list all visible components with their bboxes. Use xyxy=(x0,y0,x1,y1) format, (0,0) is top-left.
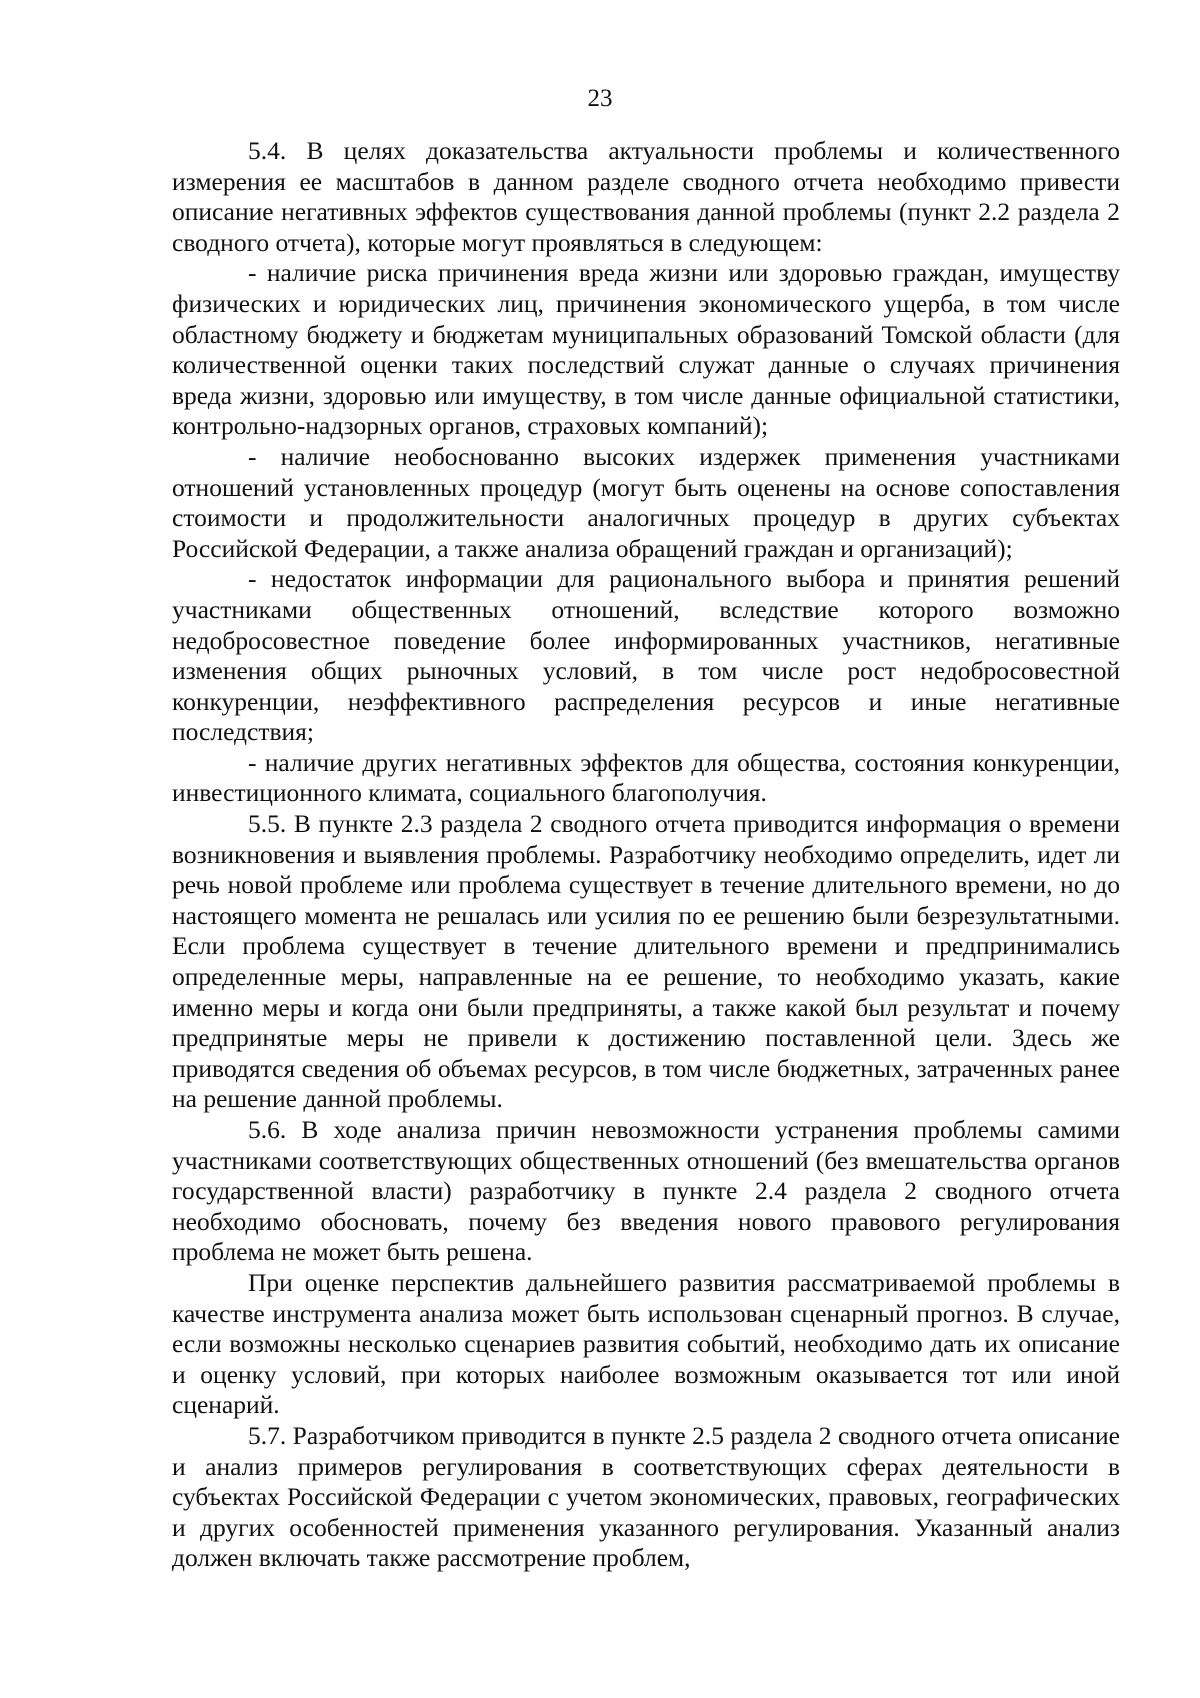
paragraph-scenario-forecast: При оценке перспектив дальнейшего развития рассматриваемой проблемы в качестве инструмента анализа может быть использован сценарный прогноз. В случае, если возможны несколько сценариев развития событий, необходимо дать их описание и оценку условий, при которых наиболее возможным оказывается тот или иной сценарий. xyxy=(172,1267,1120,1420)
list-item-risk-of-harm: - наличие риска причинения вреда жизни или здоровью граждан, имуществу физических и юридических лиц, причинения экономического ущерба, в том числе областному бюджету и бюджетам муниципальных образований Томской области (для количественной оценки таких последствий служат данные о случаях причинения вреда жизни, здоровью или имуществу, в том числе данные официальной статистики, контрольно-надзорных органов, страховых компаний); xyxy=(172,258,1120,441)
list-item-lack-of-information: - недостаток информации для рационального выбора и принятия решений участниками общественных отношений, вследствие которого возможно недобросовестное поведение более информированных участников, негативные изменения общих рыночных условий, в том числе рост недобросовестной конкуренции, неэффективного распределения ресурсов и иные негативные последствия; xyxy=(172,564,1120,747)
paragraph-5-7: 5.7. Разработчиком приводится в пункте 2.5 раздела 2 сводного отчета описание и анализ примеров регулирования в соответствующих сферах деятельности в субъектах Российской Федерации с учетом экономических, правовых, географических и других особенностей применения указанного регулирования. Указанный анализ должен включать также рассмотрение проблем, xyxy=(172,1420,1120,1573)
page-number: 23 xyxy=(587,85,613,112)
paragraph-5-4: 5.4. В целях доказательства актуальности проблемы и количественного измерения ее масштабов в данном разделе сводного отчета необходимо привести описание негативных эффектов существования данной проблемы (пункт 2.2 раздела 2 сводного отчета), которые могут проявляться в следующем: xyxy=(172,136,1120,257)
document-body xyxy=(172,136,1120,1574)
list-item-other-effects: - наличие других негативных эффектов для общества, состояния конкуренции, инвестиционного климата, социального благополучия. xyxy=(172,747,1120,808)
paragraph-5-6: 5.6. В ходе анализа причин невозможности устранения проблемы самими участниками соответствующих общественных отношений (без вмешательства органов государственной власти) разработчику в пункте 2.4 раздела 2 сводного отчета необходимо обосновать, почему без введения нового правового регулирования проблема не может быть решена. xyxy=(172,1115,1120,1267)
paragraph-5-5: 5.5. В пункте 2.3 раздела 2 сводного отчета приводится информация о времени возникновения и выявления проблемы. Разработчику необходимо определить, идет ли речь новой проблеме или проблема существует в течение длительного времени, но до настоящего момента не решалась или усилия по ее решению были безрезультатными. Если проблема существует в течение длительного времени и предпринимались определенные меры, направленные на ее решение, то необходимо указать, какие именно меры и когда они были предприняты, а также какой был результат и почему предпринятые меры не привели к достижению поставленной цели. Здесь же приводятся сведения об объемах ресурсов, в том числе бюджетных, затраченных ранее на решение данной проблемы. xyxy=(172,809,1120,1114)
list-item-high-costs: - наличие необоснованно высоких издержек применения участниками отношений установленных процедур (могут быть оценены на основе сопоставления стоимости и продолжительности аналогичных процедур в других субъектах Российской Федерации, а также анализа обращений граждан и организаций); xyxy=(172,441,1120,563)
